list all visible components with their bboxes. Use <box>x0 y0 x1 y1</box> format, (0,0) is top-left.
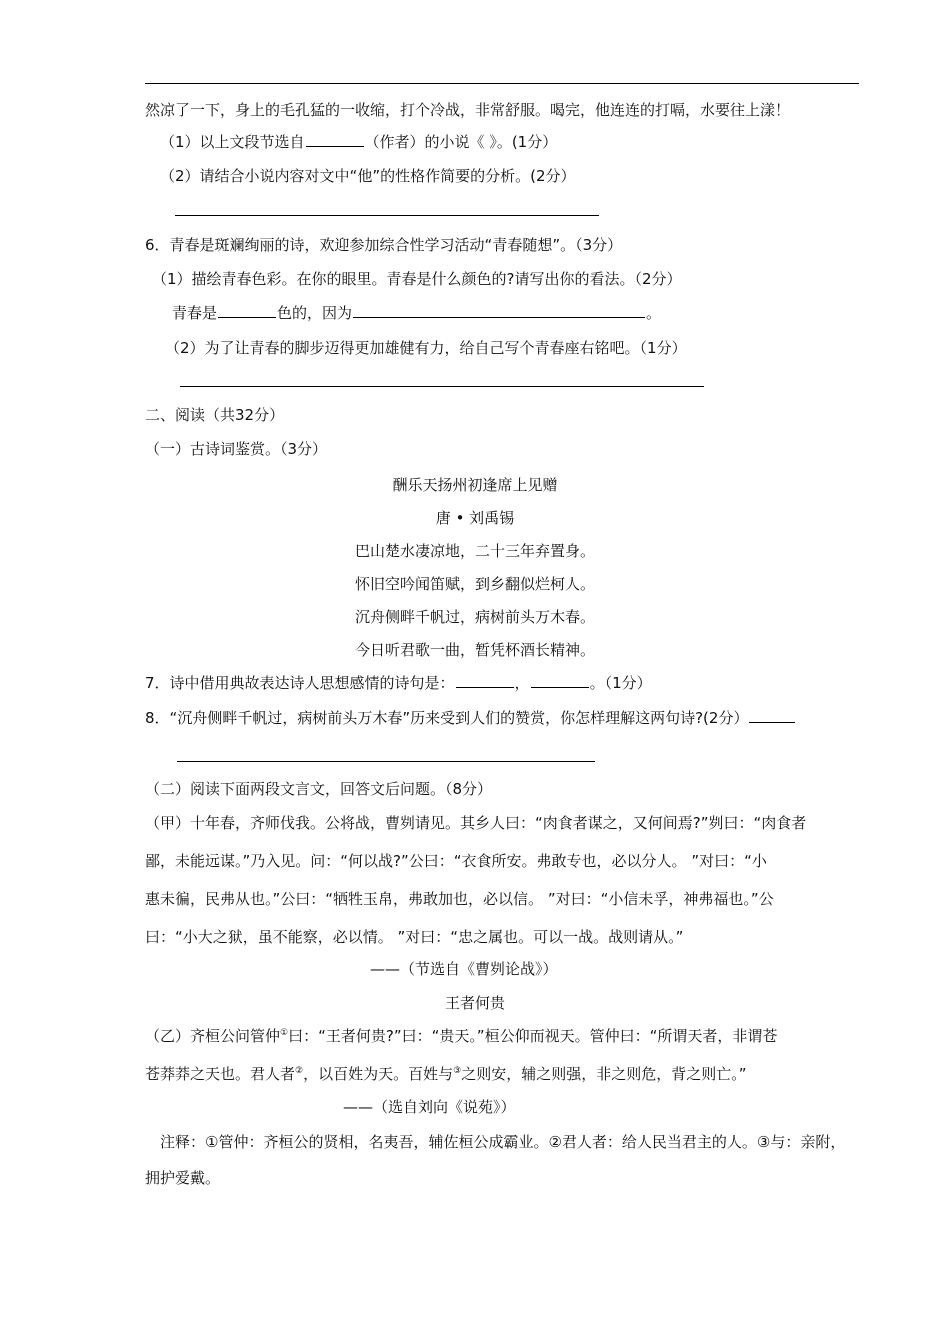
header-rule <box>145 83 859 84</box>
yi-text: （乙）齐桓公问管仲 <box>145 1027 281 1045</box>
q5-1-text-end: （作者）的小说《 》。(1分） <box>364 133 558 151</box>
q7-text: 7．诗中借用典故表达诗人思想感情的诗句是： <box>145 674 455 692</box>
footnote-marker: ② <box>295 1066 304 1076</box>
poem-line-blank-2[interactable] <box>531 673 589 688</box>
poem-author: 唐 • 刘禹锡 <box>435 509 515 527</box>
question-6-1-fill <box>172 302 661 324</box>
question-7 <box>145 672 652 694</box>
reason-blank[interactable] <box>353 303 645 318</box>
q6-1a-text: 青春是 <box>172 304 218 322</box>
poem-line: 沉舟侧畔千帆过，病树前头万木春。 <box>354 608 595 626</box>
q6-1c-text: 。 <box>646 304 662 322</box>
poem-line: 怀旧空吟闻笛赋，到乡翻似烂柯人。 <box>354 575 595 593</box>
question-6-1: （1）描绘青春色彩。在你的眼里。青春是什么颜色的?请写出你的看法。（2分） <box>152 270 682 288</box>
annotation-line: 拥护爱戴。 <box>145 1169 221 1187</box>
answer-line-8[interactable] <box>177 761 595 762</box>
poem-line: 今日听君歌一曲，暂凭杯酒长精神。 <box>354 641 595 659</box>
q5-1-text: （1）以上文段节选自 <box>160 133 305 151</box>
yi-text: 苍莽莽之天也。君人者 <box>145 1065 296 1083</box>
poem-title: 酬乐天扬州初逢席上见赠 <box>392 476 558 494</box>
question-8 <box>145 707 796 729</box>
yi-text: ，以百姓为天。百姓与 <box>303 1065 454 1083</box>
text-jia-line: 鄙，未能远谋。”乃入见。问：“何以战?”公曰：“衣食所安。弗敢专也，必以分人。 ”对曰：“小 <box>145 852 767 870</box>
poem-line: 巴山楚水凄凉地，二十三年弃置身。 <box>354 542 595 560</box>
text-yi-line <box>145 1025 777 1047</box>
q8-text: 8．“沉舟侧畔千帆过，病树前头万木春”历来受到人们的赞赏，你怎样理解这两句诗?(2分） <box>145 709 749 727</box>
author-blank[interactable] <box>306 132 364 147</box>
q7-text-end: 。（1分） <box>589 674 652 692</box>
footnote-marker: ③ <box>453 1066 462 1076</box>
text-jia-line: （甲）十年春，齐师伐我。公将战，曹刿请见。其乡人曰：“肉食者谋之，又何间焉?”刿曰：“肉食者 <box>145 814 807 832</box>
q7-comma: ， <box>514 674 530 692</box>
yi-text: 曰：“王者何贵?”曰：“贵天。”桓公仰而视天。管仲曰：“所谓天者，非谓苍 <box>288 1027 778 1045</box>
annotation-line: 注释：①管仲：齐桓公的贤相，名夷吾，辅佐桓公成霸业。②君人者：给人民当君主的人。③与：亲附， <box>160 1133 846 1151</box>
question-5-2: （2）请结合小说内容对文中“他”的性格作简要的分析。(2分） <box>160 167 576 185</box>
footnote-marker: ① <box>280 1028 289 1038</box>
yi-text: 之则安，辅之则强，非之则危，背之则亡。” <box>461 1065 747 1083</box>
poem-line-blank-1[interactable] <box>456 673 514 688</box>
text-jia-source: ——（节选自《曹刿论战》） <box>370 960 558 978</box>
question-5-1 <box>160 131 557 153</box>
question-6: 6．青春是斑斓绚丽的诗，欢迎参加综合性学习活动“青春随想”。（3分） <box>145 236 623 254</box>
answer-line-5-2[interactable] <box>175 215 599 216</box>
section-2-heading: 二、阅读（共32分） <box>145 406 285 424</box>
color-blank[interactable] <box>218 303 276 318</box>
q6-1b-text: 色的，因为 <box>277 304 353 322</box>
subsection-2-heading: （二）阅读下面两段文言文，回答文后问题。（8分） <box>145 780 493 798</box>
text-jia-line: 曰：“小大之狱，虽不能察，必以情。 ”对曰：“忠之属也。可以一战。战则请从。” <box>145 928 684 946</box>
subsection-1-heading: （一）古诗词鉴赏。（3分） <box>145 440 328 458</box>
answer-line-6-2[interactable] <box>180 386 704 387</box>
question-6-2: （2）为了让青春的脚步迈得更加雄健有力，给自己写个青春座右铭吧。（1分） <box>165 339 687 357</box>
text-yi-title: 王者何贵 <box>444 994 505 1012</box>
text-yi-source: ——（选自刘向《说苑》） <box>343 1098 516 1116</box>
text-jia-line: 惠未徧，民弗从也。”公曰：“牺牲玉帛，弗敢加也，必以信。 ”对曰：“小信未孚，神弗福也。”公 <box>145 890 774 908</box>
text-yi-line <box>145 1063 746 1085</box>
q8-blank[interactable] <box>749 708 795 723</box>
passage-line: 然凉了一下，身上的毛孔猛的一收缩，打个冷战，非常舒服。喝完，他连连的打嗝，水要往上漾！ <box>145 101 791 119</box>
